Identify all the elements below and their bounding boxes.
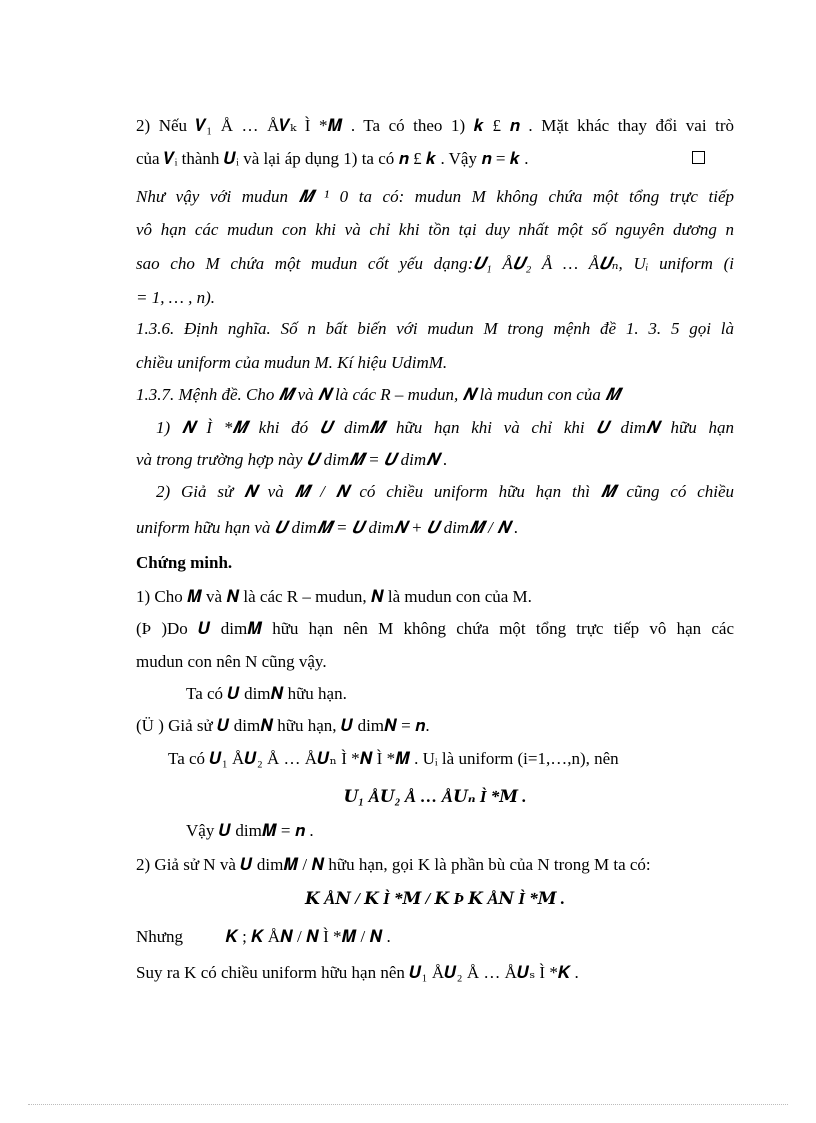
text-line: Ta có 𝑼 dim𝑵 hữu hạn.: [186, 684, 347, 703]
text-line: Ta có 𝑼₁ Å𝑼₂ Å … Å𝑼ₙ Ì *𝑵 Ì *𝑴 . Uᵢ là uniform (i=1,…,n), nên: [168, 749, 619, 768]
text-line: sao cho M chứa một mudun cốt yếu dạng:𝑼₁ Å𝑼₂ Å … Å𝑼ₙ, Uᵢ uniform (i: [136, 254, 734, 273]
text-line: và trong trường hợp này 𝑼 dim𝑴 = 𝑼 dim𝑵 .: [136, 450, 448, 469]
definition-heading: 1.3.6. Định nghĩa. Số n bất biến với mudun M trong mệnh đề 1. 3. 5 gọi là: [136, 319, 734, 338]
text-line: 2) Giả sử 𝑵 và 𝑴 / 𝑵 có chiều uniform hữu hạn thì 𝑴 cũng có chiều: [156, 482, 734, 501]
text-line: mudun con nên N cũng vậy.: [136, 652, 327, 671]
proposition-heading: 1.3.7. Mệnh đề. Cho 𝑴 và 𝑵 là các R – mudun, 𝑵 là mudun con của 𝑴: [136, 385, 620, 404]
footer-dotted-rule: [28, 1104, 788, 1105]
text-line: (Þ )Do 𝑼 dim𝑴 hữu hạn nên M không chứa một tổng trực tiếp vô hạn các: [136, 619, 734, 638]
text-line: uniform hữu hạn và 𝑼 dim𝑴 = 𝑼 dim𝑵 + 𝑼 dim𝑴 / 𝑵 .: [136, 518, 519, 537]
text-line: 2) Nếu 𝑽₁ Å … Å𝑽ₖ Ì *𝑴 . Ta có theo 1) 𝒌 £ 𝒏 . Mặt khác thay đổi vai trò: [136, 116, 734, 135]
formula-line: 𝑼₁ Å𝑼₂ Å … Å𝑼ₙ Ì *𝑴 .: [343, 787, 527, 806]
text-line: 1) Cho 𝑴 và 𝑵 là các R – mudun, 𝑵 là mudun con của M.: [136, 587, 532, 606]
proof-heading: Chứng minh.: [136, 553, 233, 572]
qed-square-icon: [692, 151, 705, 164]
text-line: Nhưng 𝑲 ; 𝑲 Å𝑵 / 𝑵 Ì *𝑴 / 𝑵 .: [136, 927, 391, 946]
text-line: 2) Giả sử N và 𝑼 dim𝑴 / 𝑵 hữu hạn, gọi K là phần bù của N trong M ta có:: [136, 855, 651, 874]
text-line: (Ü ) Giả sử 𝑼 dim𝑵 hữu hạn, 𝑼 dim𝑵 = 𝒏.: [136, 716, 430, 735]
text-line: 1) 𝑵 Ì *𝑴 khi đó 𝑼 dim𝑴 hữu hạn khi và chỉ khi 𝑼 dim𝑵 hữu hạn: [156, 418, 734, 437]
text-line: = 1, … , n).: [136, 288, 215, 307]
text-line: của 𝑽ᵢ thành 𝑼ᵢ và lại áp dụng 1) ta có 𝒏 £ 𝒌 . Vậy 𝒏 = 𝒌 .: [136, 149, 529, 168]
text-line: Như vậy với mudun 𝑴 ¹ 0 ta có: mudun M không chứa một tổng trực tiếp: [136, 187, 734, 206]
text-line: vô hạn các mudun con khi và chỉ khi tồn tại duy nhất một số nguyên dương n: [136, 220, 734, 239]
text-line: Vậy 𝑼 dim𝑴 = 𝒏 .: [186, 821, 314, 840]
formula-line: 𝑲 Å𝑵 / 𝑲 Ì *𝑴 / 𝑲 Þ 𝑲 Å𝑵 Ì *𝑴 .: [304, 889, 566, 908]
text-line: Suy ra K có chiều uniform hữu hạn nên 𝑼₁ Å𝑼₂ Å … Å𝑼ₛ Ì *𝑲 .: [136, 963, 579, 982]
text-line: chiều uniform của mudun M. Kí hiệu UdimM.: [136, 353, 448, 372]
